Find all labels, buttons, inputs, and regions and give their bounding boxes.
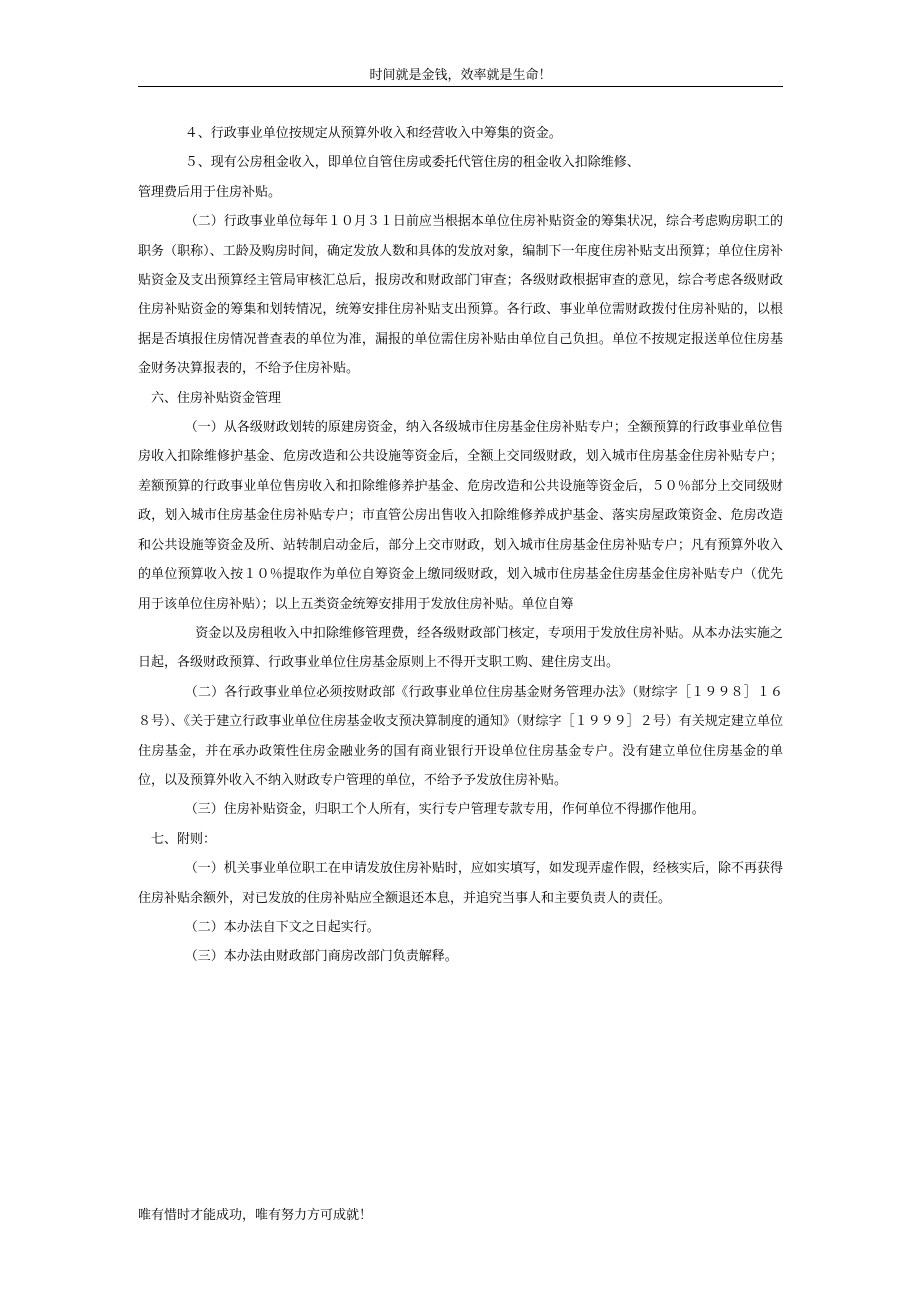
section-heading-7: 七、附则： — [151, 831, 217, 847]
paragraph-item-5: ５、现有公房租金收入，即单位自管住房或委托代管住房的租金收入扣除维修、 — [184, 155, 640, 171]
paragraph-section-7-2: （二）本办法自下文之日起实行。 — [184, 919, 380, 935]
paragraph-section-6-3: （三）住房补贴资金，归职工个人所有，实行专户管理专款专用，作何单位不得挪作他用。 — [184, 802, 705, 818]
paragraph-section-5-2: （二）行政事业单位每年１０月３１日前应当根据本单位住房补贴资金的筹集状况，综合考虑购房职工的职务（职称）、工龄及购房时间，确定发放人数和具体的发放对象，编制下一年度住房补贴支出预算；单位住房补贴资金及支出预算经主管局审核汇总后，报房改和财政部门审查；各级财政根据审查的意见，综合考虑各级财政住房补贴资金的筹集和划转情况，统筹安排住房补贴支出预算。各行政、事业单位需财政拨付住房补贴的，以根据是否填报住房情况普查表的单位为准，漏报的单位需住房补贴由单位自己负担。单位不按规定报送单位住房基金财务决算报表的，不给予住房补贴。 — [138, 214, 783, 377]
page-footer: 唯有惜时才能成功，唯有努力方可成就！ — [138, 1208, 373, 1223]
section-heading-6: 六、住房补贴资金管理 — [151, 390, 282, 406]
document-body — [138, 119, 783, 972]
paragraph-section-7-3: （三）本办法由财政部门商房改部门负责解释。 — [184, 949, 458, 965]
paragraph-section-6-1: （一）从各级财政划转的原建房资金，纳入各级城市住房基金住房补贴专户；全额预算的行政事业单位售房收入扣除维修护基金、危房改造和公共设施等资金后，全额上交同级财政，划入城市住房基金住房补贴专户；差额预算的行政事业单位售房收入和扣除维修养护基金、危房改造和公共设施等资金后，５０％部分上交同级财政，划入城市住房基金住房补贴专户；市直管公房出售收入扣除维修养成护基金、落实房屋政策资金、危房改造和公共设施等资金及所、站转制启动金后，部分上交市财政，划入城市住房基金住房补贴专户；凡有预算外收入的单位预算收入按１０％提取作为单位自筹资金上缴同级财政，划入城市住房基金住房基金住房补贴专户（优先用于该单位住房补贴）；以上五类资金统筹安排用于发放住房补贴。单位自筹 — [138, 420, 783, 612]
paragraph-section-7-1: （一）机关事业单位职工在申请发放住房补贴时，应如实填写，如发现弄虚作假，经核实后，除不再获得住房补贴余额外，对已发放的住房补贴应全额退还本息，并追究当事人和主要负责人的责任。 — [138, 861, 783, 906]
paragraph-item-4: ４、行政事业单位按规定从预算外收入和经营收入中筹集的资金。 — [184, 126, 562, 141]
paragraph-section-6-1-continued: 资金以及房租收入中扣除维修管理费，经各级财政部门核定，专项用于发放住房补贴。从本办法实施之日起，各级财政预算、行政事业单位住房基金原则上不得开支职工购、建住房支出。 — [138, 625, 783, 671]
page-header: 时间就是金钱，效率就是生命！ — [369, 68, 552, 83]
paragraph-section-6-2: （二）各行政事业单位必须按财政部《行政事业单位住房基金财务管理办法》（财综字［１９９８］１６８号）、《关于建立行政事业单位住房基金收支预决算制度的通知》（财综字［１９９９］２号）有关规定建立单位住房基金，并在承办政策性住房金融业务的国有商业银行开设单位住房基金专户。没有建立单位住房基金的单位，以及预算外收入不纳入财政专户管理的单位，不给予予发放住房补贴。 — [138, 684, 783, 788]
header-divider — [138, 86, 783, 87]
paragraph-item-5-continued: 管理费后用于住房补贴。 — [138, 184, 282, 200]
